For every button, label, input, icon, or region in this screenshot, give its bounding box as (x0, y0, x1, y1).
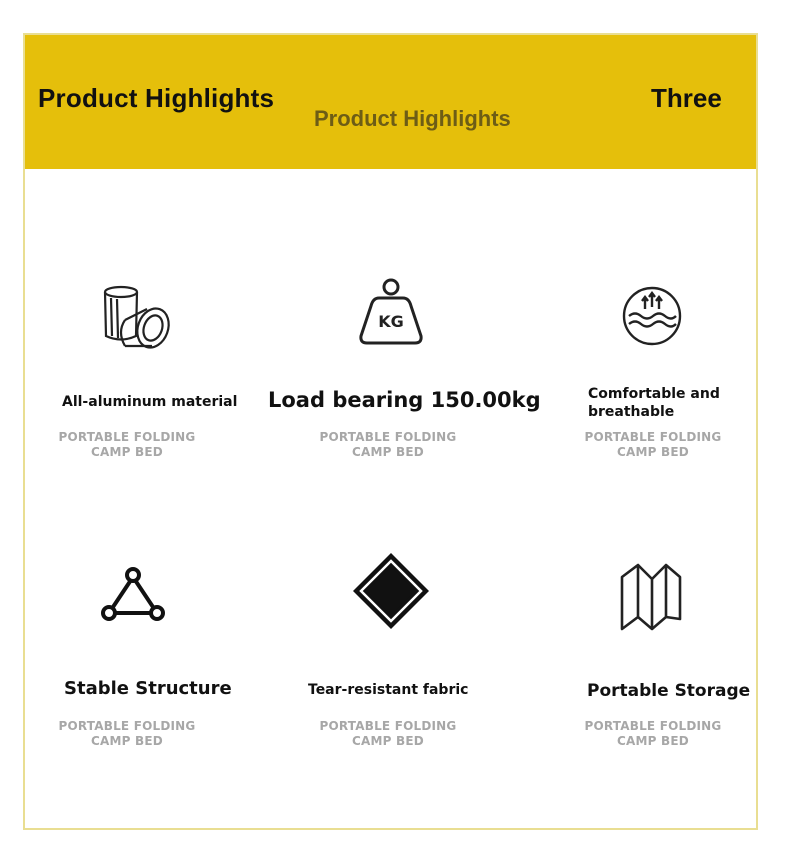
banner-subtitle: Product Highlights (314, 106, 511, 131)
feature-title-stable: Stable Structure (64, 678, 232, 699)
banner-number: Three (651, 83, 722, 113)
triangle-structure-icon (93, 557, 173, 637)
kg-label: KG (378, 312, 404, 331)
diamond-fabric-icon (351, 551, 431, 631)
banner-title: Product Highlights (38, 83, 275, 113)
feature-title-portable: Portable Storage (587, 681, 751, 701)
aluminum-tubes-icon (95, 280, 175, 360)
feature-title-load: Load bearing 150.00kg (268, 388, 541, 412)
feature-subtitle-tear: PORTABLE FOLDING CAMP BED (319, 719, 457, 748)
feature-subtitle-breathable: PORTABLE FOLDING CAMP BED (584, 430, 722, 459)
folding-map-icon (612, 557, 692, 637)
feature-subtitle-load: PORTABLE FOLDING CAMP BED (319, 430, 457, 459)
feature-subtitle-portable: PORTABLE FOLDING CAMP BED (584, 719, 722, 748)
breathable-waves-icon (612, 276, 692, 356)
kg-weight-icon (351, 276, 431, 356)
feature-title-aluminum: All-aluminum material (62, 394, 238, 410)
highlights-banner (25, 35, 756, 169)
feature-title-tear: Tear-resistant fabric (308, 682, 469, 698)
feature-subtitle-aluminum: PORTABLE FOLDING CAMP BED (58, 430, 196, 459)
feature-title-breathable: Comfortable and breathable (588, 386, 720, 420)
feature-subtitle-stable: PORTABLE FOLDING CAMP BED (58, 719, 196, 748)
